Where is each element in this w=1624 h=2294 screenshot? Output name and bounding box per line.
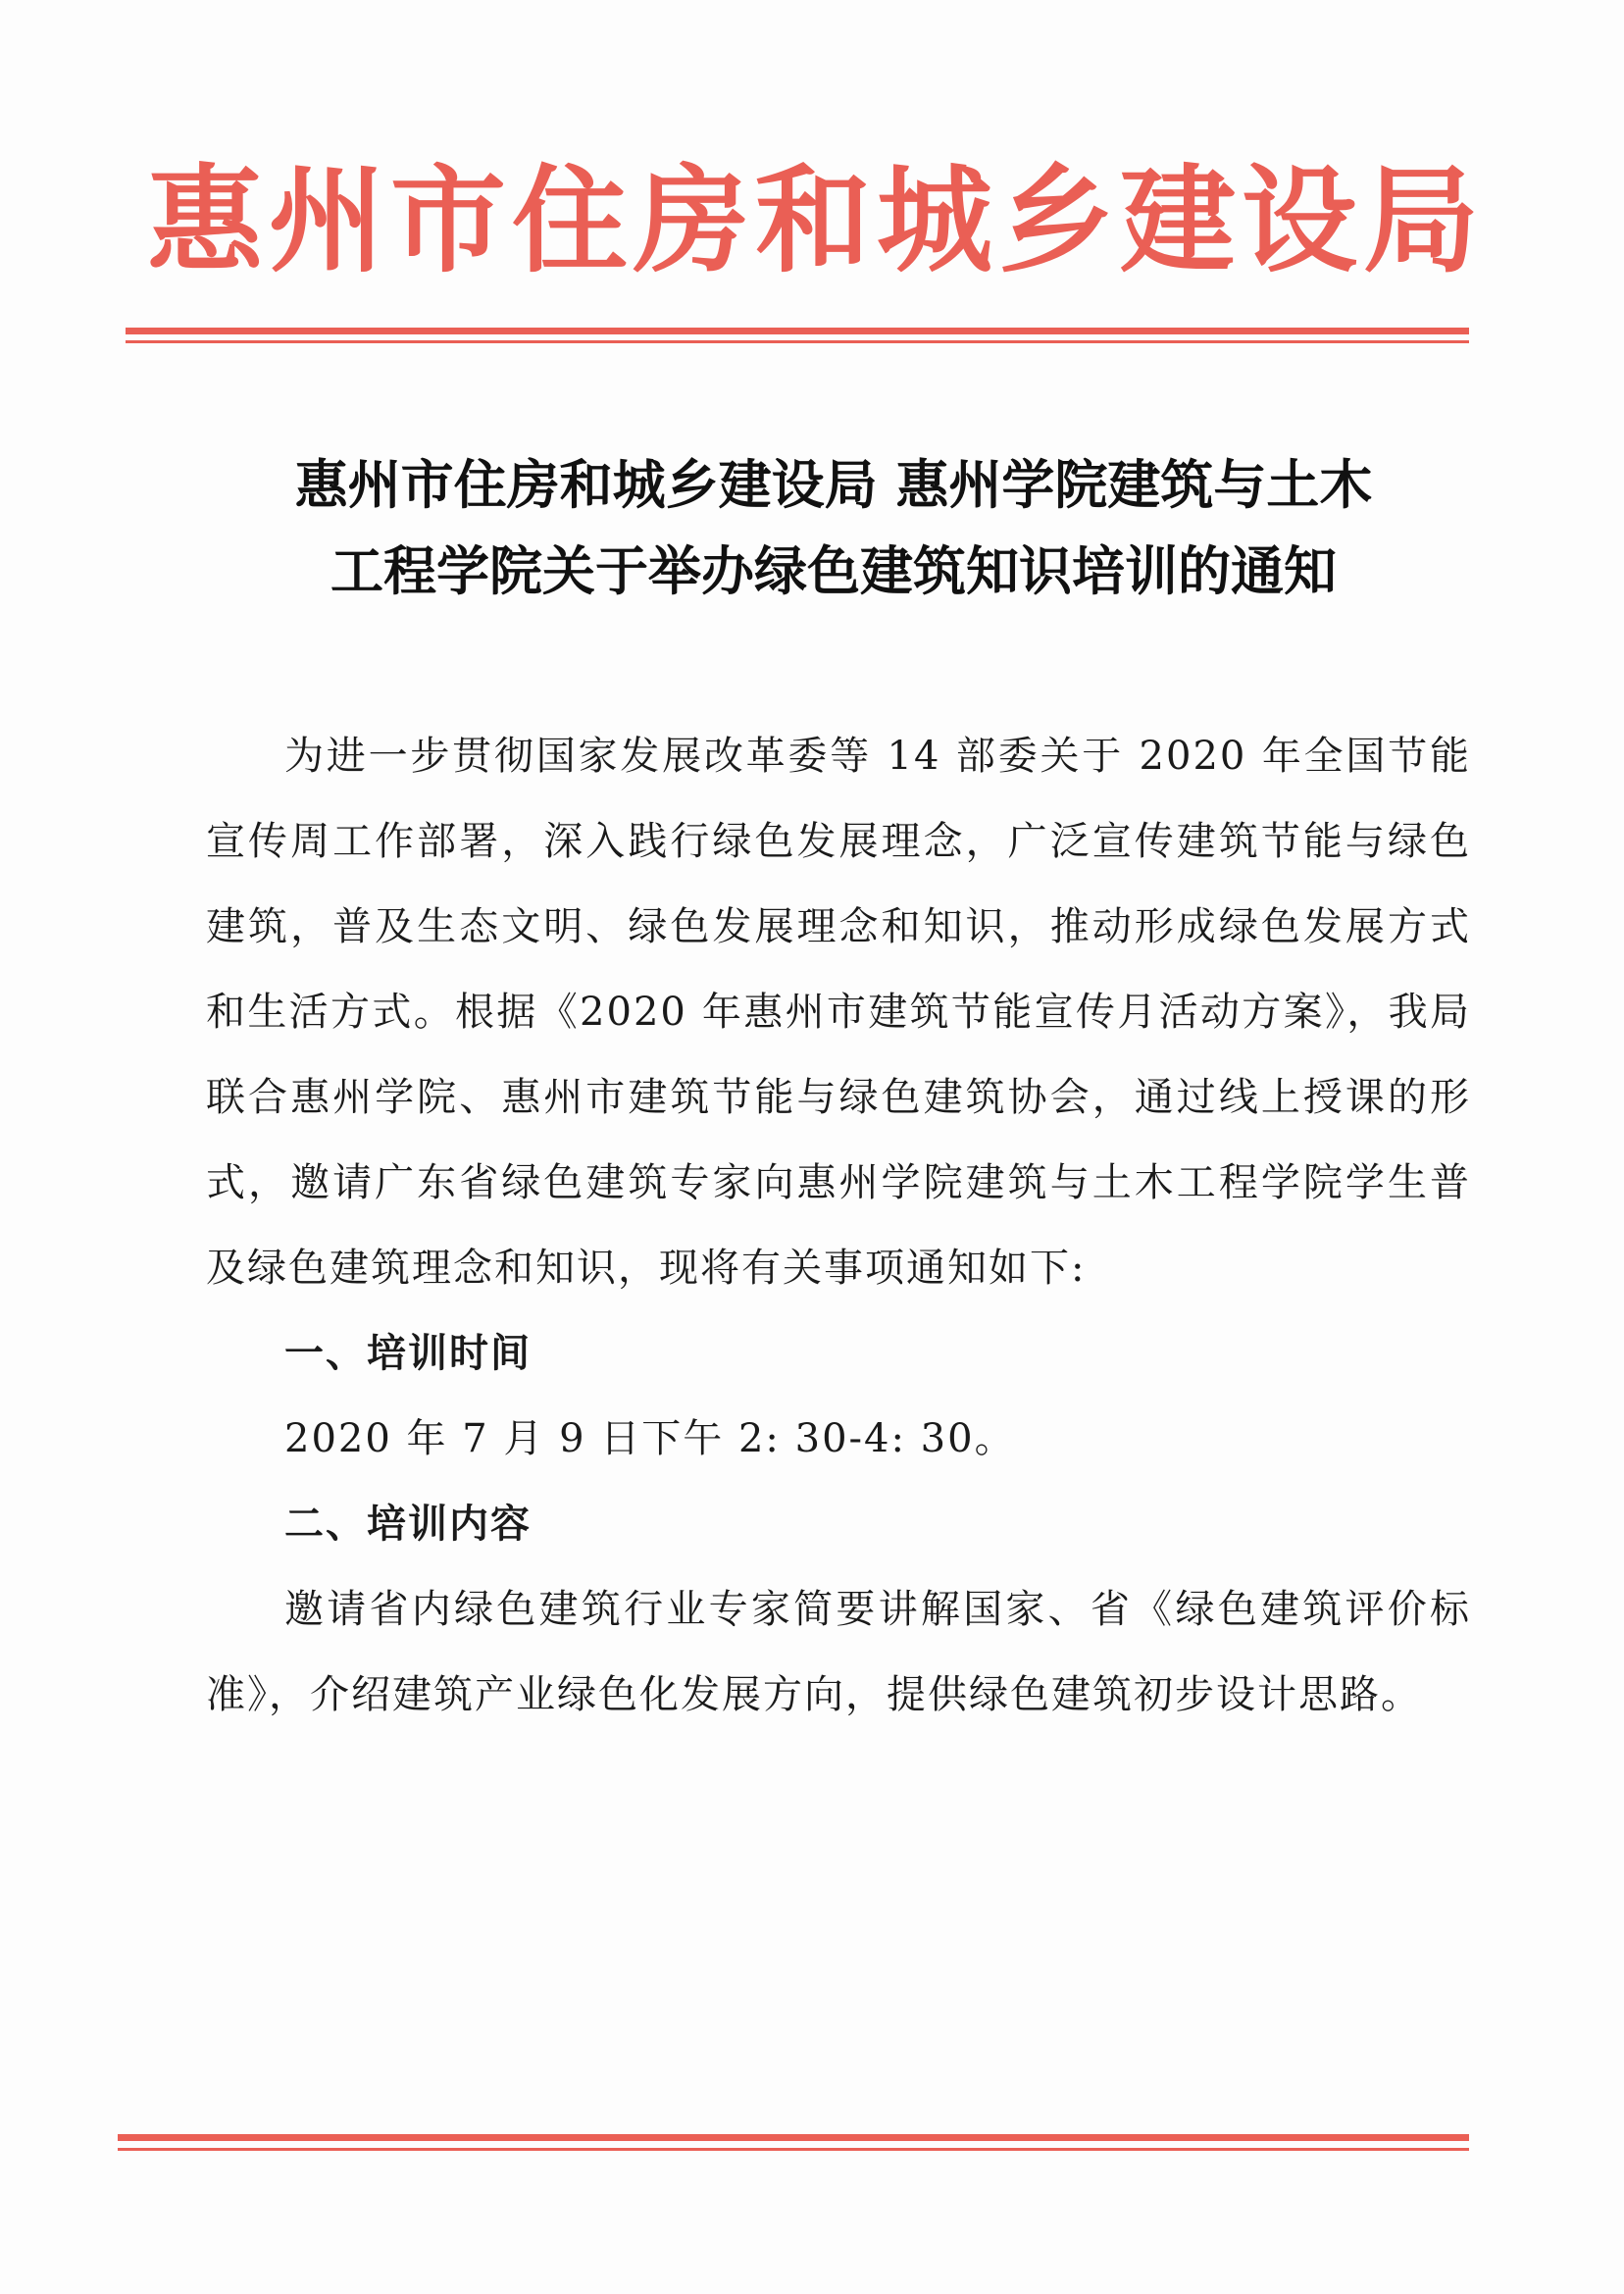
document-title-line-1: 惠州市住房和城乡建设局 惠州学院建筑与土木 [294,453,1373,516]
intro-paragraph: 为进一步贯彻国家发展改革委等 14 部委关于 2020 年全国节能宣传周工作部署，深入践行绿色发展理念，广泛宣传建筑节能与绿色建筑，普及生态文明、绿色发展理念和知识，推动形成绿色发展方式和生活方式。根据《2020 年惠州市建筑节能宣传月活动方案》，我局联合惠州学院、惠州市建筑节能与绿色建筑协会，通过线上授课的形式，邀请广东省绿色建筑专家向惠州学院建筑与土木工程学院学生普及绿色建筑理念和知识，现将有关事项通知如下: [206,734,1471,1291]
section-content-time: 2020 年 7 月 9 日下午 2: 30-4: 30。 [284,1416,1016,1461]
footer-rule-thick [118,2134,1469,2141]
section-content-content: 邀请省内绿色建筑行业专家简要讲解国家、省《绿色建筑评价标准》，介绍建筑产业绿色化发展方向，提供绿色建筑初步设计思路。 [206,1587,1471,1717]
letterhead-agency-name: 惠州市住房和城乡建设局 [147,152,1486,288]
letterhead-rule-thick [126,328,1469,334]
footer-rule-thin [118,2148,1469,2151]
document-body [206,714,1471,1738]
letterhead-rule-thin [126,340,1469,343]
document-title [196,441,1471,614]
document-title-line-2: 工程学院关于举办绿色建筑知识培训的通知 [330,539,1337,602]
section-heading-time: 一、培训时间 [284,1331,532,1376]
section-heading-content: 二、培训内容 [284,1502,532,1547]
